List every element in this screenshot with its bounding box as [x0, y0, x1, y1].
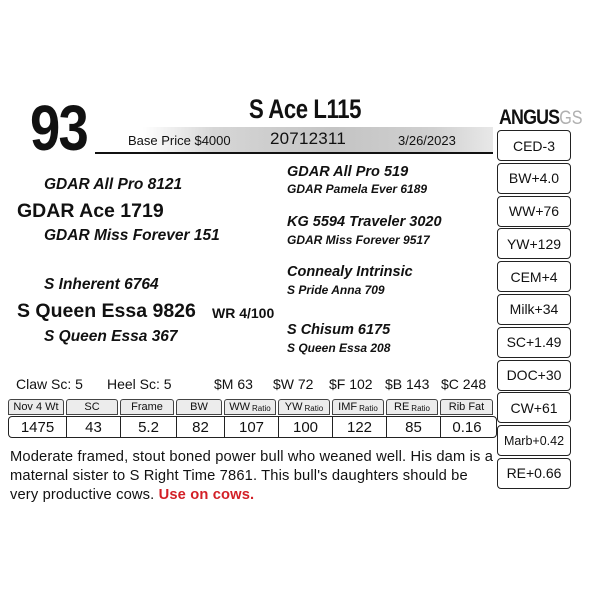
index-b: $B 143 [385, 376, 430, 392]
header-ww-ratio: WW Ratio [224, 399, 276, 415]
sire-sire-sire: GDAR All Pro 519 [287, 164, 409, 180]
cell-frame: 5.2 [121, 417, 177, 437]
header-sc: SC [66, 399, 118, 415]
header-re-ratio: RE Ratio [386, 399, 438, 415]
lot-number: 93 [30, 92, 88, 164]
angus-gs-logo [499, 106, 583, 130]
dam-wr: WR 4/100 [212, 305, 275, 321]
sire-dam: GDAR Miss Forever 151 [44, 227, 220, 244]
index-m: $M 63 [214, 376, 253, 392]
performance-table [8, 399, 497, 438]
epd-sc: SC+1.49 [497, 327, 571, 358]
cell-sc: 43 [67, 417, 121, 437]
dam-dam-dam: S Queen Essa 208 [287, 341, 391, 355]
claw-score: Claw Sc: 5 [16, 376, 83, 392]
sire: GDAR Ace 1719 [17, 200, 164, 222]
cell-ww-ratio: 107 [225, 417, 279, 437]
cell-yw-ratio: 100 [279, 417, 333, 437]
sire-dam-sire: KG 5594 Traveler 3020 [287, 214, 442, 230]
dam-sire-sire: Connealy Intrinsic [287, 264, 413, 280]
header-yw-ratio: YW Ratio [278, 399, 330, 415]
logo-suffix: GS [559, 108, 583, 129]
cell-imf-ratio: 122 [333, 417, 387, 437]
epd-milk: Milk+34 [497, 294, 571, 325]
cell-rib-fat: 0.16 [452, 418, 482, 436]
dam-sire-dam: S Pride Anna 709 [287, 283, 385, 297]
sire-sire: GDAR All Pro 8121 [44, 176, 183, 193]
dam-dam-sire: S Chisum 6175 [287, 322, 391, 338]
cell-nov-wt: 1475 [9, 417, 67, 437]
birth-date: 3/26/2023 [398, 133, 456, 148]
dam-sire: S Inherent 6764 [44, 276, 159, 293]
base-price: Base Price $4000 [128, 133, 231, 148]
table-row [8, 416, 497, 438]
heel-score: Heel Sc: 5 [107, 376, 172, 392]
logo-main: ANGUS [499, 106, 560, 129]
epd-cw: CW+61 [497, 392, 571, 423]
header-bw: BW [176, 399, 222, 415]
index-w: $W 72 [273, 376, 314, 392]
index-c: $C 248 [441, 376, 487, 392]
animal-name: S Ace L115 [248, 94, 362, 124]
index-f: $F 102 [329, 376, 373, 392]
table-header-row [8, 399, 497, 415]
header-frame: Frame [120, 399, 174, 415]
header-nov-wt: Nov 4 Wt [8, 399, 64, 415]
dam: S Queen Essa 9826 [17, 300, 196, 322]
registration-number: 20712311 [270, 129, 346, 148]
description [10, 448, 495, 505]
epd-doc: DOC+30 [497, 360, 571, 391]
sire-dam-dam: GDAR Miss Forever 9517 [287, 233, 430, 247]
epd-marb: Marb+0.42 [497, 425, 571, 456]
dam-dam: S Queen Essa 367 [44, 328, 178, 345]
header-imf-ratio: IMF Ratio [332, 399, 384, 415]
cell-bw: 82 [177, 417, 225, 437]
scores-line [14, 376, 494, 394]
epd-bw: BW+4.0 [497, 163, 571, 194]
epd-re: RE+0.66 [497, 458, 571, 489]
cell-re-ratio: 85 [387, 417, 441, 437]
epd-column [497, 130, 571, 491]
header-rib-fat: Rib Fat [440, 399, 493, 415]
description-text: Moderate framed, stout boned power bull who weaned well. His dam is a maternal sister to S Right Time 7861. This bull's daughters should be very productive cows. [10, 449, 494, 503]
epd-cem: CEM+4 [497, 261, 571, 292]
epd-yw: YW+129 [497, 228, 571, 259]
description-highlight: Use on cows. [158, 487, 255, 503]
epd-ww: WW+76 [497, 196, 571, 227]
sire-sire-dam: GDAR Pamela Ever 6189 [287, 182, 428, 196]
epd-ced: CED-3 [497, 130, 571, 161]
